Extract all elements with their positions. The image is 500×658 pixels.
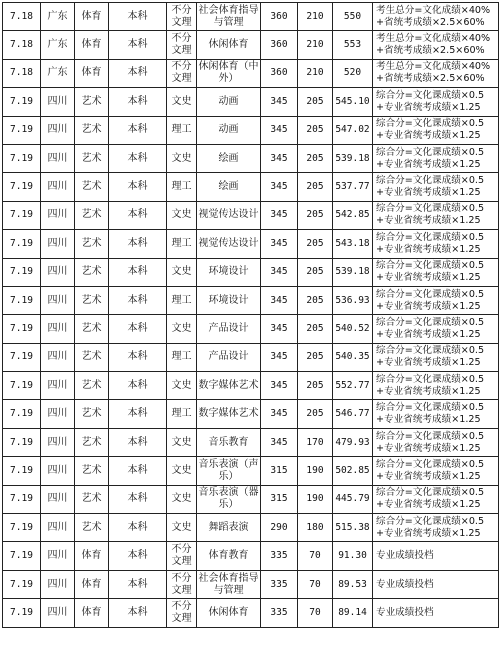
table-row (3, 570, 499, 598)
score-cell: 543.18 (333, 230, 373, 258)
category-cell: 体育 (75, 599, 109, 627)
table-row (3, 230, 499, 258)
culture-line-cell: 345 (261, 88, 298, 116)
major-cell: 体育教育 (197, 542, 261, 570)
category-cell: 体育 (75, 31, 109, 59)
culture-line-cell: 345 (261, 230, 298, 258)
track-cell: 文史 (167, 201, 197, 229)
province-cell: 四川 (41, 315, 75, 343)
table-row (3, 428, 499, 456)
category-cell: 艺术 (75, 428, 109, 456)
table-row (3, 372, 499, 400)
culture-line-cell: 345 (261, 428, 298, 456)
culture-line-cell: 345 (261, 343, 298, 371)
level-cell: 本科 (109, 3, 167, 31)
track-cell: 文史 (167, 457, 197, 485)
track-cell: 理工 (167, 343, 197, 371)
date-cell: 7.19 (3, 286, 41, 314)
table-row (3, 485, 499, 513)
level-cell: 本科 (109, 400, 167, 428)
track-cell: 不分文理 (167, 31, 197, 59)
date-cell: 7.19 (3, 428, 41, 456)
culture-line-cell: 345 (261, 258, 298, 286)
culture-line-cell: 345 (261, 315, 298, 343)
major-cell: 环境设计 (197, 258, 261, 286)
date-cell: 7.19 (3, 372, 41, 400)
skill-line-cell: 205 (298, 258, 333, 286)
level-cell: 本科 (109, 258, 167, 286)
date-cell: 7.19 (3, 315, 41, 343)
date-cell: 7.19 (3, 258, 41, 286)
formula-cell: 考生总分=文化成绩×40%+省统考成绩×2.5×60% (373, 31, 499, 59)
province-cell: 广东 (41, 31, 75, 59)
culture-line-cell: 345 (261, 201, 298, 229)
skill-line-cell: 205 (298, 201, 333, 229)
skill-line-cell: 205 (298, 400, 333, 428)
culture-line-cell: 315 (261, 457, 298, 485)
score-cell: 550 (333, 3, 373, 31)
formula-cell: 专业成绩投档 (373, 570, 499, 598)
date-cell: 7.19 (3, 599, 41, 627)
province-cell: 四川 (41, 372, 75, 400)
culture-line-cell: 335 (261, 570, 298, 598)
date-cell: 7.19 (3, 116, 41, 144)
date-cell: 7.19 (3, 343, 41, 371)
score-cell: 553 (333, 31, 373, 59)
track-cell: 理工 (167, 400, 197, 428)
major-cell: 环境设计 (197, 286, 261, 314)
formula-cell: 综合分=文化课成绩×0.5+专业省统考成绩×1.25 (373, 457, 499, 485)
table-row (3, 59, 499, 87)
formula-cell: 综合分=文化课成绩×0.5+专业省统考成绩×1.25 (373, 514, 499, 542)
category-cell: 艺术 (75, 485, 109, 513)
formula-cell: 综合分=文化课成绩×0.5+专业省统考成绩×1.25 (373, 343, 499, 371)
score-cell: 539.18 (333, 258, 373, 286)
skill-line-cell: 210 (298, 31, 333, 59)
date-cell: 7.19 (3, 542, 41, 570)
formula-cell: 专业成绩投档 (373, 542, 499, 570)
skill-line-cell: 70 (298, 542, 333, 570)
category-cell: 艺术 (75, 514, 109, 542)
major-cell: 数字媒体艺术 (197, 400, 261, 428)
level-cell: 本科 (109, 570, 167, 598)
track-cell: 理工 (167, 173, 197, 201)
date-cell: 7.19 (3, 400, 41, 428)
table-row (3, 286, 499, 314)
track-cell: 文史 (167, 372, 197, 400)
skill-line-cell: 210 (298, 3, 333, 31)
skill-line-cell: 205 (298, 116, 333, 144)
track-cell: 文史 (167, 88, 197, 116)
major-cell: 社会体育指导与管理 (197, 570, 261, 598)
track-cell: 不分文理 (167, 59, 197, 87)
table-row (3, 542, 499, 570)
category-cell: 艺术 (75, 343, 109, 371)
table-row (3, 514, 499, 542)
skill-line-cell: 180 (298, 514, 333, 542)
level-cell: 本科 (109, 286, 167, 314)
track-cell: 不分文理 (167, 570, 197, 598)
culture-line-cell: 360 (261, 3, 298, 31)
track-cell: 文史 (167, 428, 197, 456)
skill-line-cell: 210 (298, 59, 333, 87)
skill-line-cell: 205 (298, 315, 333, 343)
date-cell: 7.18 (3, 59, 41, 87)
major-cell: 音乐表演（器乐） (197, 485, 261, 513)
major-cell: 动画 (197, 116, 261, 144)
culture-line-cell: 335 (261, 599, 298, 627)
formula-cell: 专业成绩投档 (373, 599, 499, 627)
formula-cell: 综合分=文化课成绩×0.5+专业省统考成绩×1.25 (373, 258, 499, 286)
score-cell: 91.30 (333, 542, 373, 570)
culture-line-cell: 345 (261, 286, 298, 314)
skill-line-cell: 170 (298, 428, 333, 456)
level-cell: 本科 (109, 59, 167, 87)
major-cell: 绘画 (197, 173, 261, 201)
major-cell: 产品设计 (197, 315, 261, 343)
track-cell: 不分文理 (167, 599, 197, 627)
culture-line-cell: 335 (261, 542, 298, 570)
date-cell: 7.18 (3, 31, 41, 59)
culture-line-cell: 290 (261, 514, 298, 542)
category-cell: 艺术 (75, 88, 109, 116)
date-cell: 7.18 (3, 3, 41, 31)
track-cell: 理工 (167, 116, 197, 144)
score-cell: 89.14 (333, 599, 373, 627)
major-cell: 音乐表演（声乐） (197, 457, 261, 485)
formula-cell: 综合分=文化课成绩×0.5+专业省统考成绩×1.25 (373, 116, 499, 144)
level-cell: 本科 (109, 599, 167, 627)
culture-line-cell: 345 (261, 372, 298, 400)
track-cell: 理工 (167, 230, 197, 258)
date-cell: 7.19 (3, 230, 41, 258)
track-cell: 文史 (167, 315, 197, 343)
track-cell: 文史 (167, 258, 197, 286)
table-row (3, 343, 499, 371)
culture-line-cell: 345 (261, 144, 298, 172)
table-row (3, 201, 499, 229)
province-cell: 广东 (41, 3, 75, 31)
level-cell: 本科 (109, 343, 167, 371)
category-cell: 艺术 (75, 173, 109, 201)
level-cell: 本科 (109, 201, 167, 229)
province-cell: 四川 (41, 428, 75, 456)
date-cell: 7.19 (3, 88, 41, 116)
culture-line-cell: 345 (261, 116, 298, 144)
category-cell: 艺术 (75, 286, 109, 314)
major-cell: 动画 (197, 88, 261, 116)
major-cell: 舞蹈表演 (197, 514, 261, 542)
score-cell: 547.02 (333, 116, 373, 144)
province-cell: 四川 (41, 201, 75, 229)
major-cell: 音乐教育 (197, 428, 261, 456)
score-cell: 536.93 (333, 286, 373, 314)
major-cell: 休闲体育 (197, 31, 261, 59)
score-cell: 515.38 (333, 514, 373, 542)
province-cell: 四川 (41, 514, 75, 542)
skill-line-cell: 190 (298, 457, 333, 485)
score-cell: 552.77 (333, 372, 373, 400)
score-cell: 502.85 (333, 457, 373, 485)
formula-cell: 综合分=文化课成绩×0.5+专业省统考成绩×1.25 (373, 286, 499, 314)
score-cell: 542.85 (333, 201, 373, 229)
culture-line-cell: 345 (261, 173, 298, 201)
province-cell: 四川 (41, 400, 75, 428)
level-cell: 本科 (109, 116, 167, 144)
culture-line-cell: 345 (261, 400, 298, 428)
table-row (3, 315, 499, 343)
date-cell: 7.19 (3, 173, 41, 201)
category-cell: 艺术 (75, 116, 109, 144)
level-cell: 本科 (109, 542, 167, 570)
score-cell: 520 (333, 59, 373, 87)
level-cell: 本科 (109, 88, 167, 116)
formula-cell: 综合分=文化课成绩×0.5+专业省统考成绩×1.25 (373, 428, 499, 456)
skill-line-cell: 205 (298, 230, 333, 258)
date-cell: 7.19 (3, 457, 41, 485)
skill-line-cell: 205 (298, 144, 333, 172)
level-cell: 本科 (109, 31, 167, 59)
province-cell: 四川 (41, 485, 75, 513)
category-cell: 艺术 (75, 258, 109, 286)
category-cell: 体育 (75, 59, 109, 87)
table-row (3, 31, 499, 59)
score-cell: 540.52 (333, 315, 373, 343)
level-cell: 本科 (109, 485, 167, 513)
major-cell: 视觉传达设计 (197, 201, 261, 229)
culture-line-cell: 315 (261, 485, 298, 513)
category-cell: 艺术 (75, 372, 109, 400)
table-row (3, 173, 499, 201)
category-cell: 体育 (75, 570, 109, 598)
category-cell: 体育 (75, 3, 109, 31)
table-row (3, 599, 499, 627)
date-cell: 7.19 (3, 144, 41, 172)
formula-cell: 综合分=文化课成绩×0.5+专业省统考成绩×1.25 (373, 173, 499, 201)
major-cell: 休闲体育 (197, 599, 261, 627)
level-cell: 本科 (109, 514, 167, 542)
track-cell: 理工 (167, 286, 197, 314)
skill-line-cell: 205 (298, 372, 333, 400)
date-cell: 7.19 (3, 570, 41, 598)
major-cell: 休闲体育（中外） (197, 59, 261, 87)
major-cell: 数字媒体艺术 (197, 372, 261, 400)
score-cell: 539.18 (333, 144, 373, 172)
province-cell: 四川 (41, 343, 75, 371)
formula-cell: 综合分=文化课成绩×0.5+专业省统考成绩×1.25 (373, 315, 499, 343)
culture-line-cell: 360 (261, 31, 298, 59)
level-cell: 本科 (109, 457, 167, 485)
track-cell: 不分文理 (167, 3, 197, 31)
major-cell: 视觉传达设计 (197, 230, 261, 258)
level-cell: 本科 (109, 144, 167, 172)
province-cell: 四川 (41, 542, 75, 570)
track-cell: 文史 (167, 485, 197, 513)
table-row (3, 400, 499, 428)
skill-line-cell: 205 (298, 173, 333, 201)
category-cell: 艺术 (75, 144, 109, 172)
date-cell: 7.19 (3, 201, 41, 229)
province-cell: 广东 (41, 59, 75, 87)
province-cell: 四川 (41, 144, 75, 172)
category-cell: 艺术 (75, 315, 109, 343)
province-cell: 四川 (41, 286, 75, 314)
score-cell: 545.10 (333, 88, 373, 116)
score-cell: 445.79 (333, 485, 373, 513)
skill-line-cell: 190 (298, 485, 333, 513)
score-cell: 89.53 (333, 570, 373, 598)
province-cell: 四川 (41, 173, 75, 201)
formula-cell: 综合分=文化课成绩×0.5+专业省统考成绩×1.25 (373, 144, 499, 172)
level-cell: 本科 (109, 315, 167, 343)
level-cell: 本科 (109, 372, 167, 400)
formula-cell: 综合分=文化课成绩×0.5+专业省统考成绩×1.25 (373, 88, 499, 116)
table-row (3, 258, 499, 286)
formula-cell: 综合分=文化课成绩×0.5+专业省统考成绩×1.25 (373, 230, 499, 258)
score-cell: 546.77 (333, 400, 373, 428)
table-row (3, 457, 499, 485)
category-cell: 艺术 (75, 230, 109, 258)
score-cell: 537.77 (333, 173, 373, 201)
track-cell: 文史 (167, 144, 197, 172)
major-cell: 社会体育指导与管理 (197, 3, 261, 31)
province-cell: 四川 (41, 230, 75, 258)
track-cell: 不分文理 (167, 542, 197, 570)
track-cell: 文史 (167, 514, 197, 542)
table-row (3, 116, 499, 144)
category-cell: 艺术 (75, 201, 109, 229)
date-cell: 7.19 (3, 485, 41, 513)
category-cell: 艺术 (75, 457, 109, 485)
table-body (3, 3, 499, 628)
province-cell: 四川 (41, 88, 75, 116)
culture-line-cell: 360 (261, 59, 298, 87)
date-cell: 7.19 (3, 514, 41, 542)
formula-cell: 综合分=文化课成绩×0.5+专业省统考成绩×1.25 (373, 201, 499, 229)
level-cell: 本科 (109, 428, 167, 456)
formula-cell: 考生总分=文化成绩×40%+省统考成绩×2.5×60% (373, 59, 499, 87)
major-cell: 绘画 (197, 144, 261, 172)
province-cell: 四川 (41, 599, 75, 627)
level-cell: 本科 (109, 230, 167, 258)
skill-line-cell: 205 (298, 286, 333, 314)
table-row (3, 88, 499, 116)
province-cell: 四川 (41, 457, 75, 485)
skill-line-cell: 205 (298, 343, 333, 371)
table-row (3, 144, 499, 172)
table-row (3, 3, 499, 31)
category-cell: 体育 (75, 542, 109, 570)
formula-cell: 综合分=文化课成绩×0.5+专业省统考成绩×1.25 (373, 485, 499, 513)
major-cell: 产品设计 (197, 343, 261, 371)
skill-line-cell: 205 (298, 88, 333, 116)
formula-cell: 综合分=文化课成绩×0.5+专业省统考成绩×1.25 (373, 372, 499, 400)
level-cell: 本科 (109, 173, 167, 201)
province-cell: 四川 (41, 116, 75, 144)
score-cell: 479.93 (333, 428, 373, 456)
province-cell: 四川 (41, 570, 75, 598)
formula-cell: 综合分=文化课成绩×0.5+专业省统考成绩×1.25 (373, 400, 499, 428)
skill-line-cell: 70 (298, 570, 333, 598)
formula-cell: 考生总分=文化成绩×40%+省统考成绩×2.5×60% (373, 3, 499, 31)
category-cell: 艺术 (75, 400, 109, 428)
admission-score-table (2, 2, 499, 628)
province-cell: 四川 (41, 258, 75, 286)
skill-line-cell: 70 (298, 599, 333, 627)
score-cell: 540.35 (333, 343, 373, 371)
